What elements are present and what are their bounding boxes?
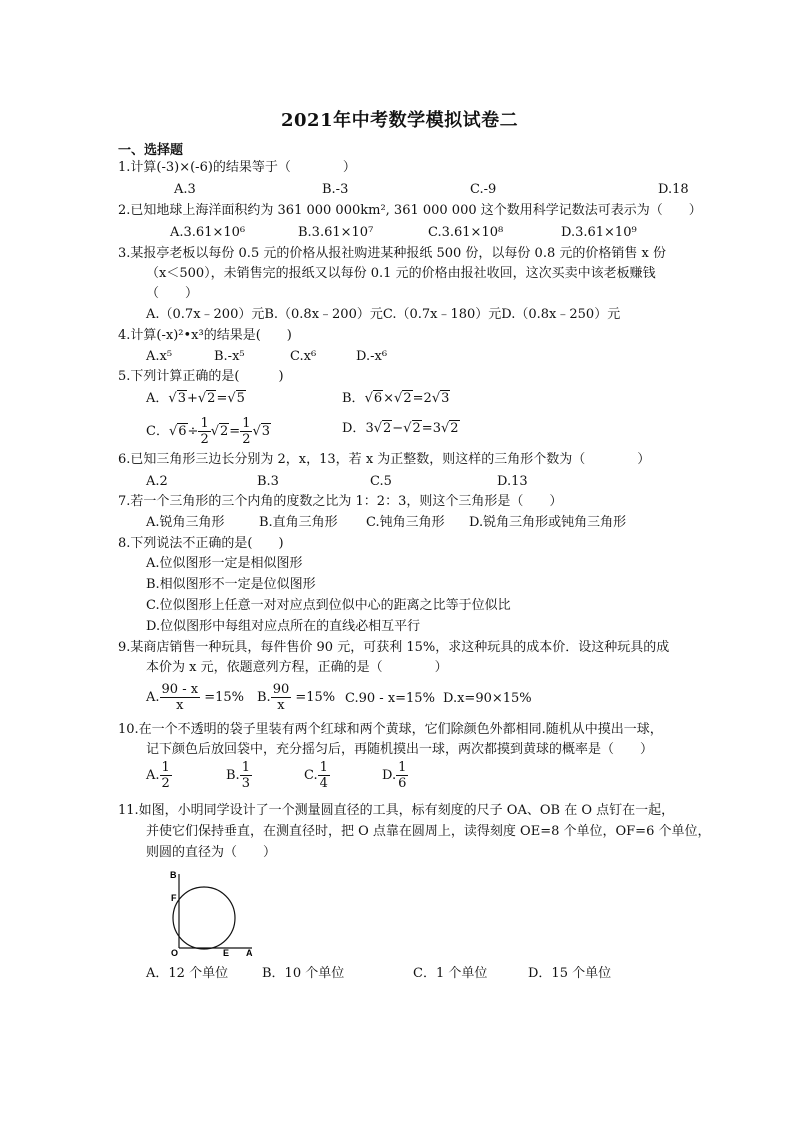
section-heading: 一、选择题	[118, 143, 184, 158]
question-5-option-b: B．√6×√2=2√3	[342, 391, 450, 406]
question-8-stem: 8.下列说法不正确的是( )	[118, 536, 284, 551]
question-4-stem: 4.计算(-x)²•x³的结果是( )	[118, 328, 292, 343]
question-3-line-3: （ ）	[146, 286, 199, 301]
question-10-option-d: D. $\frac{1}{6}$	[382, 760, 407, 791]
question-9-option-a: A. $\frac{90 - x}{x}$ =15%	[146, 682, 244, 713]
question-4-option-c: C.x⁶	[290, 349, 317, 364]
question-7-option-c: C.钝角三角形	[366, 515, 445, 530]
question-7-stem: 7.若一个三角形的三个内角的度数之比为 1：2：3，则这个三角形是（ ）	[118, 494, 563, 509]
question-4-option-a: A.x⁵	[146, 349, 173, 364]
question-11-line-1: 11.如图，小明同学设计了一个测量圆直径的工具，标有刻度的尺子 OA、OB 在 O 点钉在一起，	[118, 803, 675, 818]
question-11-option-c: C．1 个单位	[413, 966, 488, 981]
question-9-option-d: D.x=90×15%	[443, 691, 532, 706]
question-8-option-d: D.位似图形中每组对应点所在的直线必相互平行	[146, 619, 421, 634]
question-5-option-a: A．√3+√2=√5	[146, 391, 245, 406]
page-title: 2021年中考数学模拟试卷二	[281, 110, 519, 131]
question-4-option-d: D.-x⁶	[356, 349, 388, 364]
question-11-option-a: A．12 个单位	[146, 966, 229, 981]
question-10-line-1: 10.在一个不透明的袋子里装有两个红球和两个黄球，它们除颜色外都相同.随机从中摸出一球，	[118, 722, 663, 737]
label-b: B	[170, 870, 177, 880]
question-2-stem: 2.已知地球上海洋面积约为 361 000 000km², 361 000 000 这个数用科学记数法可表示为（ ）	[118, 203, 702, 218]
question-11-option-b: B．10 个单位	[262, 966, 345, 981]
question-3-options: A.（0.7x﹣200）元B.（0.8x﹣200）元C.（0.7x﹣180）元D.（0.8x﹣250）元	[146, 307, 621, 322]
label-o: O	[171, 948, 179, 958]
measured-circle	[173, 887, 235, 949]
question-5-stem: 5.下列计算正确的是( )	[118, 369, 284, 384]
question-10-option-a: A. $\frac{1}{2}$	[146, 760, 170, 791]
question-6-option-d: D.13	[497, 474, 528, 489]
ruler-circle-diagram	[160, 864, 260, 960]
question-2-option-a: A.3.61×10⁶	[170, 225, 246, 240]
question-6-option-c: C.5	[370, 474, 392, 489]
question-9-option-c: C.90 - x=15%	[345, 691, 435, 706]
question-1-option-d: D.18	[658, 182, 689, 197]
question-5-option-c: C．√6÷ $\frac{1}{2}$ √2= $\frac{1}{2}$ √3	[146, 416, 271, 447]
question-9-line-2: 本价为 x 元，依题意列方程，正确的是（ ）	[146, 660, 448, 675]
question-10-line-2: 记下颜色后放回袋中，充分摇匀后，再随机摸出一球，两次都摸到黄球的概率是（ ）	[146, 742, 654, 757]
question-1-option-b: B.-3	[322, 182, 349, 197]
question-6-stem: 6.已知三角形三边长分别为 2，x，13，若 x 为正整数，则这样的三角形个数为（ ）	[118, 452, 651, 467]
question-9-line-1: 9.某商店销售一种玩具，每件售价 90 元，可获利 15%，求这种玩具的成本价．设这种玩具的成	[118, 640, 670, 655]
question-1-stem: 1.计算(-3)×(-6)的结果等于（ ）	[118, 160, 356, 175]
label-f: F	[171, 893, 177, 903]
question-7-option-d: D.锐角三角形或钝角三角形	[469, 515, 627, 530]
question-6-option-b: B.3	[257, 474, 279, 489]
question-2-option-d: D.3.61×10⁹	[561, 225, 637, 240]
question-8-option-c: C.位似图形上任意一对对应点到位似中心的距离之比等于位似比	[146, 598, 511, 613]
question-7-option-b: B.直角三角形	[259, 515, 338, 530]
question-6-option-a: A.2	[146, 474, 168, 489]
question-4-option-b: B.-x⁵	[214, 349, 245, 364]
question-1-option-a: A.3	[174, 182, 196, 197]
question-11-option-d: D．15 个单位	[528, 966, 612, 981]
question-7-option-a: A.锐角三角形	[146, 515, 225, 530]
question-11-line-3: 则圆的直径为（ ）	[146, 845, 277, 860]
question-2-option-b: B.3.61×10⁷	[298, 225, 374, 240]
label-e: E	[223, 948, 230, 958]
label-a: A	[246, 948, 253, 958]
question-3-line-1: 3.某报亭老板以每份 0.5 元的价格从报社购进某种报纸 500 份，以每份 0.8 元的价格销售 x 份	[118, 246, 666, 261]
question-8-option-b: B.相似图形不一定是位似图形	[146, 577, 316, 592]
question-10-option-b: B. $\frac{1}{3}$	[226, 760, 250, 791]
question-1-option-c: C.-9	[470, 182, 497, 197]
question-5-option-d: D．3√2−√2=3√2	[342, 421, 459, 436]
question-9-option-b: B. $\frac{90}{x}$ =15%	[257, 682, 336, 713]
question-8-option-a: A.位似图形一定是相似图形	[146, 556, 303, 571]
question-11-line-2: 并使它们保持垂直，在测直径时，把 O 点靠在圆周上，读得刻度 OE=8 个单位，OF=6 个单位，	[146, 824, 711, 839]
question-3-line-2: （x＜500），未销售完的报纸又以每份 0.1 元的价格由报社收回，这次买卖中该老板赚钱	[146, 266, 656, 281]
question-2-option-c: C.3.61×10⁸	[428, 225, 504, 240]
question-10-option-c: C. $\frac{1}{4}$	[304, 760, 328, 791]
